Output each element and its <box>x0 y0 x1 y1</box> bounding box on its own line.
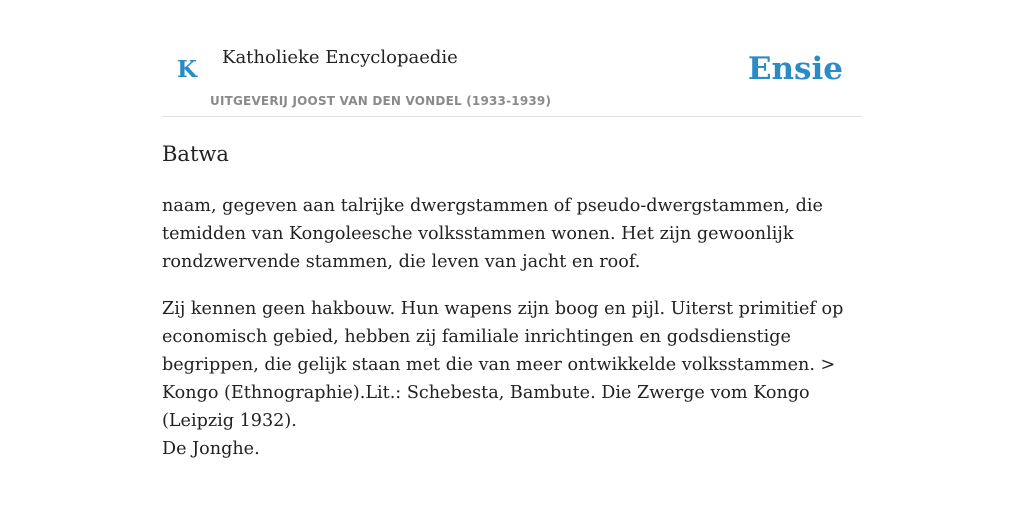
encyclopedia-logo-icon[interactable]: K <box>177 56 197 83</box>
encyclopedia-title-link[interactable]: Katholieke Encyclopaedie <box>222 47 458 68</box>
publisher-label: UITGEVERIJ JOOST VAN DEN VONDEL (1933-1939) <box>210 94 552 108</box>
entry-title: Batwa <box>162 142 229 166</box>
article-paragraph-1: naam, gegeven aan talrijke dwergstammen of pseudo-dwergstammen, die temidden van Kongoleesche volksstammen wonen. Het zijn gewoonlijk rondzwervende stammen, die leven van jacht en roof. <box>162 196 823 272</box>
article-paragraph-2: Zij kennen geen hakbouw. Hun wapens zijn boog en pijl. Uiterst primitief op economisch gebied, hebben zij familiale inrichtingen en godsdienstige begrippen, die gelijk staan met die van meer ontwikkelde volksstammen. > Kongo (Ethnographie).Lit.: Schebesta, Bambute. Die Zwerge vom Kongo (Leipzig 1932). <box>162 299 844 431</box>
page <box>162 0 862 459</box>
article-author: De Jonghe. <box>162 439 260 459</box>
site-header <box>162 0 862 117</box>
ensie-logo-link[interactable]: Ensie <box>747 51 843 87</box>
